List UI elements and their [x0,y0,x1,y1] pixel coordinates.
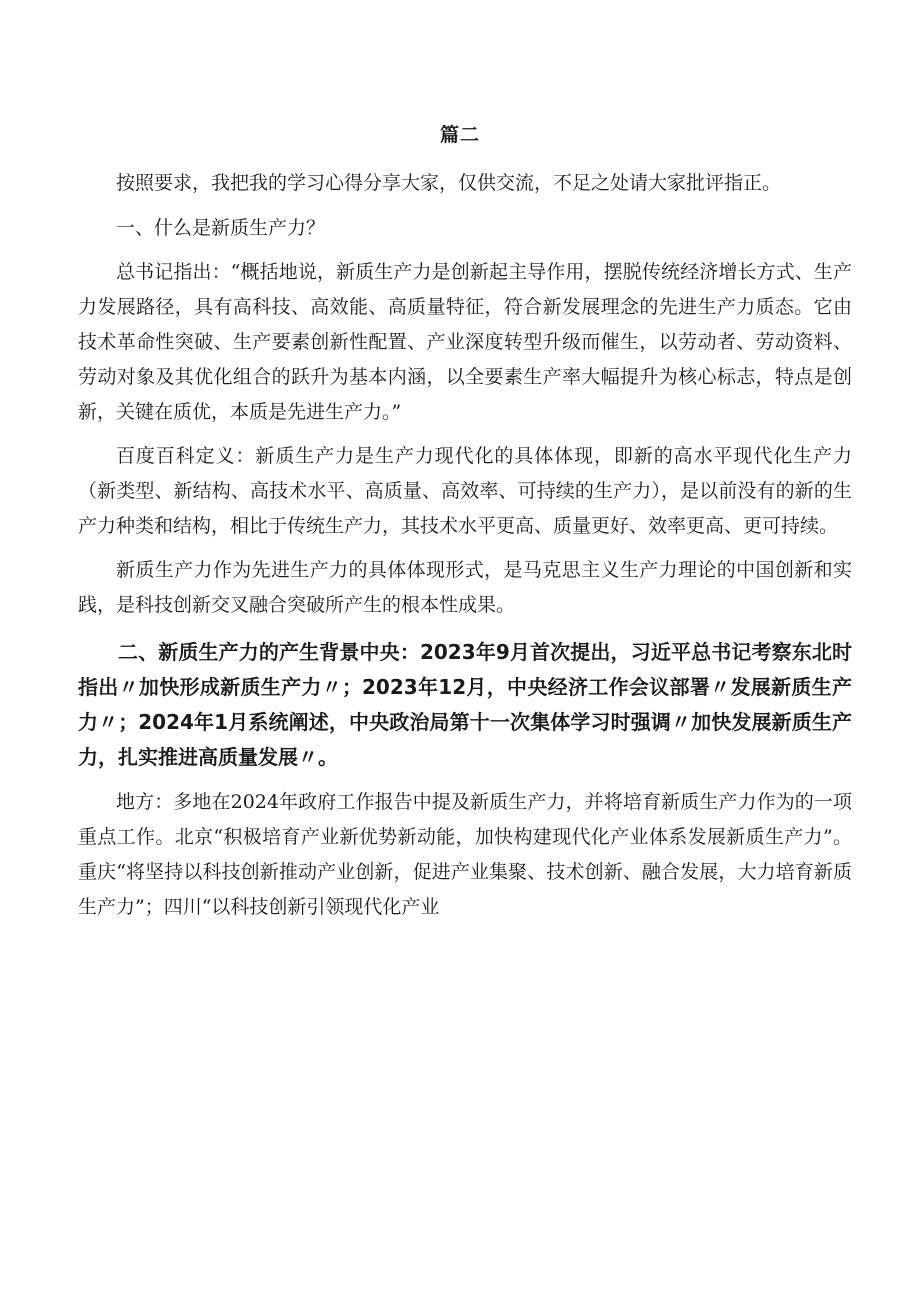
marxism-paragraph: 新质生产力作为先进生产力的具体体现形式，是马克思主义生产力理论的中国创新和实践，是科技创新交叉融合突破所产生的根本性成果。 [78,559,852,616]
local-paragraph: 地方：多地在2024年政府工作报告中提及新质生产力，并将培育新质生产力作为的一项重点工作。北京“积极培育产业新优势新动能，加快构建现代化产业体系发展新质生产力”。重庆“将坚持以科技创新推动产业创新，促进产业集聚、技术创新、融合发展，大力培育新质生产力”；四川“以科技创新引领现代化产业 [78,791,852,918]
section-2-heading: 二、新质生产力的产生背景中央：2023年9月首次提出，习近平总书记考察东北时指出〃加快形成新质生产力〃；2023年12月，中央经济工作会议部署〃发展新质生产力〃；2024年1月系统阐述，中央政治局第十一次集体学习时强调〃加快发展新质生产力，扎实推进高质量发展〃。 [78,640,852,769]
document-title: 篇二 [439,124,480,146]
quote-paragraph: 总书记指出：“概括地说，新质生产力是创新起主导作用，摆脱传统经济增长方式、生产力发展路径，具有高科技、高效能、高质量特征，符合新发展理念的先进生产力质态。它由技术革命性突破、生产要素创新性配置、产业深度转型升级而催生，以劳动者、劳动资料、劳动对象及其优化组合的跃升为基本内涵，以全要素生产率大幅提升为核心标志，特点是创新，关键在质优，本质是先进生产力。” [78,261,852,423]
baidu-definition-paragraph: 百度百科定义：新质生产力是生产力现代化的具体体现，即新的高水平现代化生产力（新类型、新结构、高技术水平、高质量、高效率、可持续的生产力），是以前没有的新的生产力种类和结构，相比于传统生产力，其技术水平更高、质量更好、效率更高、更可持续。 [78,445,852,537]
intro-paragraph: 按照要求，我把我的学习心得分享大家，仅供交流，不足之处请大家批评指正。 [116,172,782,194]
document-body [78,166,852,925]
section-1-heading: 一、什么是新质生产力？ [116,217,326,239]
